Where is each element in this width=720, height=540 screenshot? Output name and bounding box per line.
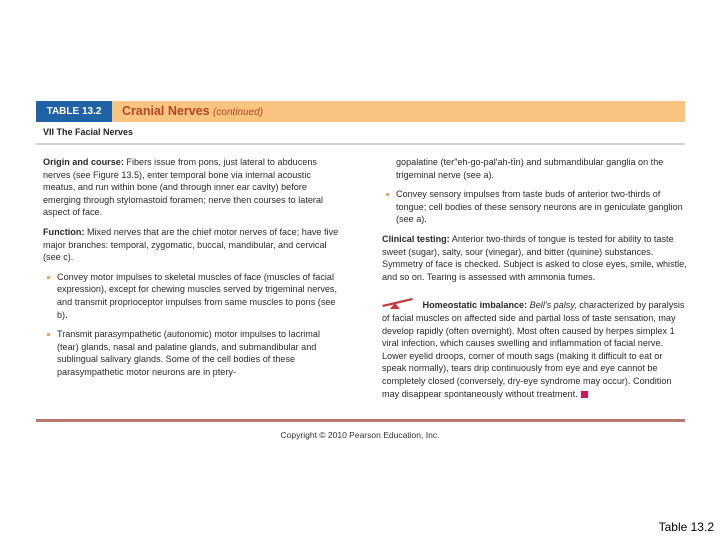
- function-label: Function:: [43, 226, 85, 237]
- clinical-paragraph: [382, 233, 687, 283]
- list-item: Convey motor impulses to skeletal muscles of face (muscles of facial expression), except for chewing muscles served by trigeminal nerves, and transmit proprioceptor impulses from same muscles to pons (see b).: [43, 271, 343, 321]
- function-paragraph: [43, 226, 343, 264]
- table-number: TABLE 13.2: [36, 101, 112, 122]
- clinical-label: Clinical testing:: [382, 233, 450, 244]
- origin-paragraph: [43, 156, 343, 219]
- list-item: Transmit parasympathetic (autonomic) motor impulses to lacrimal (tear) glands, nasal and palatine glands, and submandibular and sublingual salivary glands. Some of the cell bodies of these parasympathetic motor neurons are in ptery-: [43, 328, 343, 378]
- origin-text: Fibers issue from pons, just lateral to abducens nerves (see Figure 13.5), enter temporal bone via internal acoustic meatus, and run within bone (and through inner ear cavity) before emerging through stylomastoid foramen; nerve then courses to lateral aspect of face.: [43, 157, 324, 218]
- list-item: Convey sensory impulses from taste buds of anterior two-thirds of tongue; cell bodies of these sensory neurons are in geniculate ganglion (see a).: [382, 188, 687, 226]
- title-text: Cranial Nerves: [122, 104, 210, 118]
- seesaw-imbalance-icon: [382, 297, 420, 307]
- right-column: [382, 156, 687, 407]
- homeostatic-paragraph: [382, 297, 687, 400]
- homeostatic-text: characterized by paralysis of facial muscles on affected side and partial loss of taste sensation, may develop rapidly (often overnight). Most often caused by herpes simplex 1 viral infection, which causes swelling and inflammation of facial nerve. Lower eyelid droops, corner of mouth sags (making it difficult to eat or speak normally), tears drip continuously from eye and eye cannot be completely closed (conversely, dry-eye syndrome may occur). Condition may disappear spontaneously without treatment.: [382, 300, 685, 399]
- table-title: [122, 101, 263, 123]
- section-heading: [36, 122, 685, 145]
- copyright: Copyright © 2010 Pearson Education, Inc.: [280, 430, 440, 440]
- title-suffix: (continued): [213, 107, 264, 118]
- bottom-rule: [36, 419, 685, 422]
- table-header: [36, 101, 685, 122]
- origin-label: Origin and course:: [43, 157, 124, 167]
- list-item-continued: gopalatine (ter″eh-go-pal′ah-tīn) and submandibular ganglia on the trigeminal nerve (see a).: [396, 157, 664, 180]
- end-mark-icon: [581, 391, 588, 398]
- function-text: Mixed nerves that are the chief motor nerves of face; have five major branches: temporal, zygomatic, buccal, mandibular, and cervical (see c).: [43, 226, 339, 263]
- homeostatic-term: Bell's palsy,: [529, 300, 577, 311]
- homeostatic-label: Homeostatic imbalance:: [422, 300, 528, 311]
- slide-label: Table 13.2: [658, 520, 714, 534]
- section-title: VII The Facial Nerves: [43, 127, 134, 137]
- left-column: [43, 156, 343, 386]
- clinical-text: Anterior two-thirds of tongue is tested for ability to taste sweet (sugar), salty, sour (vinegar), and bitter (quinine) substances. Symmetry of face is checked. Subject is asked to close eyes, smile, whistle, and so on. Tearing is assessed with ammonia fumes.: [382, 233, 687, 282]
